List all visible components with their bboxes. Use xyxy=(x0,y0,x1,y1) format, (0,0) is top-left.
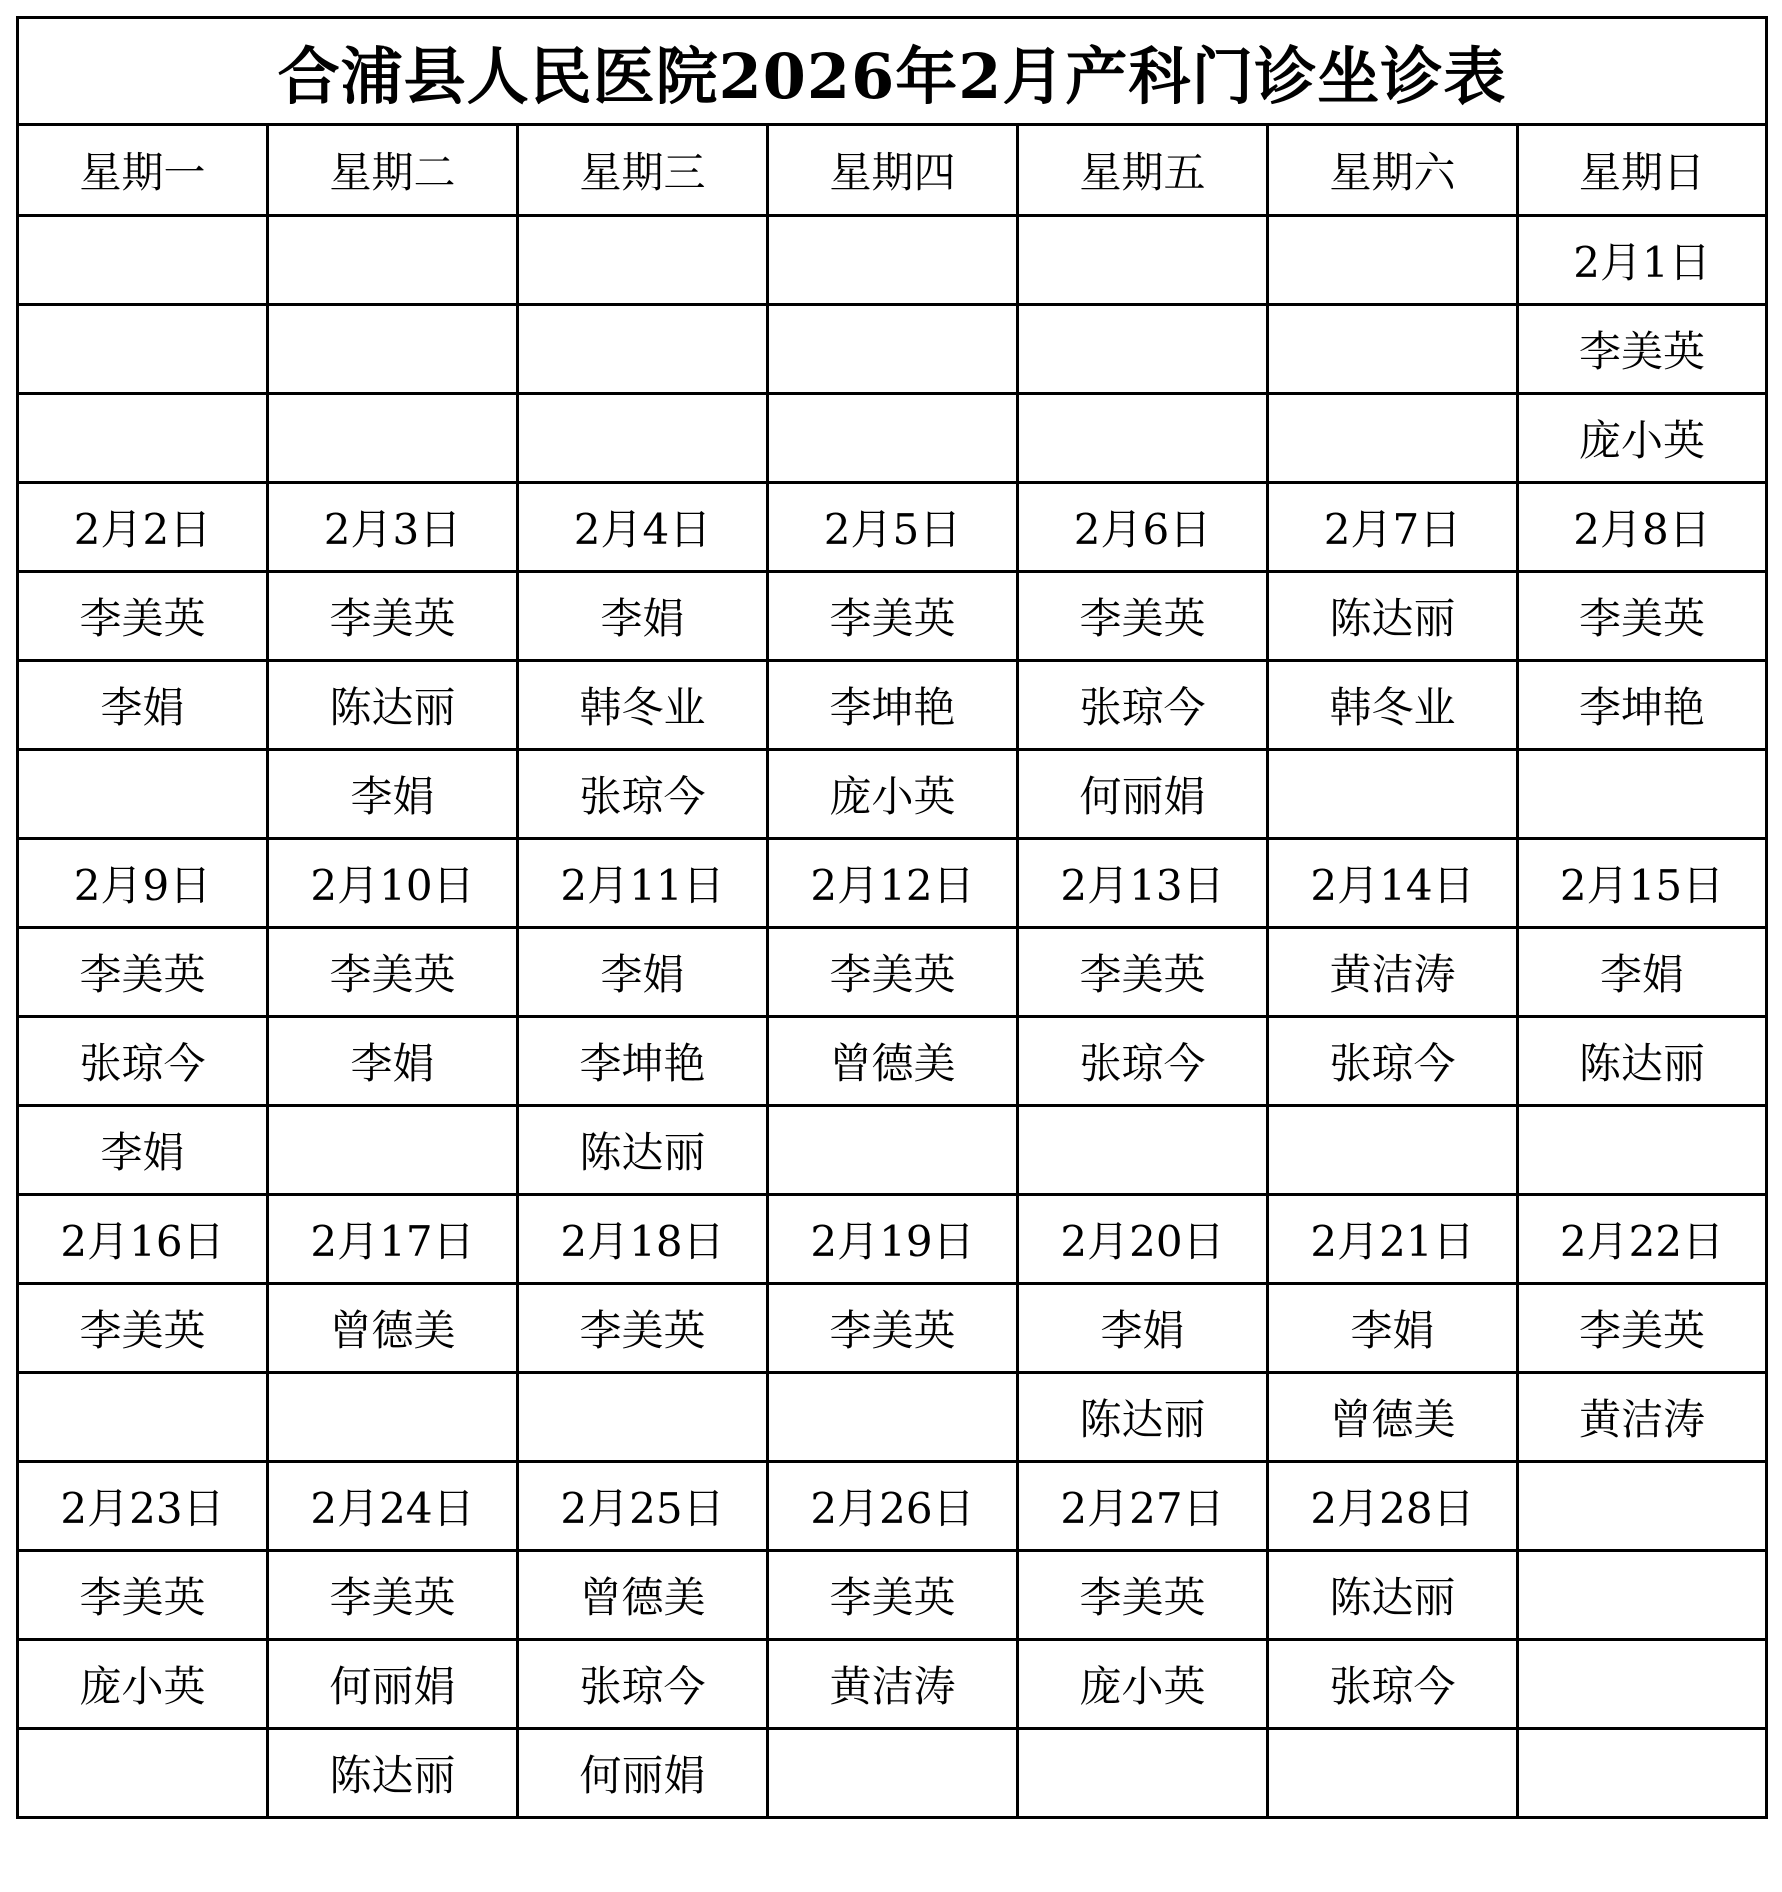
doctor-cell: 李美英 xyxy=(1518,1284,1767,1373)
date-cell: 2月4日 xyxy=(518,483,768,572)
date-row xyxy=(18,1195,1767,1284)
doctor-row xyxy=(18,750,1767,839)
doctor-cell: 陈达丽 xyxy=(268,1729,518,1818)
empty-cell xyxy=(18,216,268,305)
doctor-cell: 李美英 xyxy=(768,572,1018,661)
weekday-header-row xyxy=(18,125,1767,216)
empty-cell xyxy=(518,216,768,305)
doctor-cell: 黄洁涛 xyxy=(1518,1373,1767,1462)
weekday-header: 星期六 xyxy=(1268,125,1518,216)
doctor-cell: 黄洁涛 xyxy=(768,1640,1018,1729)
doctor-cell: 李坤艳 xyxy=(1518,661,1767,750)
doctor-cell: 张琼今 xyxy=(518,1640,768,1729)
empty-cell xyxy=(268,216,518,305)
doctor-cell: 陈达丽 xyxy=(1018,1373,1268,1462)
doctor-cell: 李美英 xyxy=(268,572,518,661)
date-cell: 2月21日 xyxy=(1268,1195,1518,1284)
doctor-cell: 张琼今 xyxy=(518,750,768,839)
empty-cell xyxy=(1268,1106,1518,1195)
doctor-cell: 李美英 xyxy=(18,1284,268,1373)
doctor-cell: 黄洁涛 xyxy=(1268,928,1518,1017)
empty-cell xyxy=(1268,1729,1518,1818)
empty-cell xyxy=(1018,1106,1268,1195)
doctor-cell: 曾德美 xyxy=(518,1551,768,1640)
doctor-cell: 张琼今 xyxy=(1268,1640,1518,1729)
doctor-row xyxy=(18,928,1767,1017)
doctor-cell: 李娟 xyxy=(1018,1284,1268,1373)
date-cell: 2月24日 xyxy=(268,1462,518,1551)
date-cell: 2月28日 xyxy=(1268,1462,1518,1551)
doctor-cell: 庞小英 xyxy=(768,750,1018,839)
empty-cell xyxy=(768,1106,1018,1195)
doctor-cell: 张琼今 xyxy=(18,1017,268,1106)
empty-cell xyxy=(1268,216,1518,305)
doctor-cell: 李美英 xyxy=(1018,572,1268,661)
empty-cell xyxy=(768,394,1018,483)
doctor-cell: 李娟 xyxy=(18,661,268,750)
date-cell: 2月7日 xyxy=(1268,483,1518,572)
doctor-row xyxy=(18,394,1767,483)
doctor-cell: 李美英 xyxy=(18,1551,268,1640)
doctor-row xyxy=(18,305,1767,394)
doctor-row xyxy=(18,1551,1767,1640)
weekday-header: 星期四 xyxy=(768,125,1018,216)
doctor-cell: 何丽娟 xyxy=(518,1729,768,1818)
date-row xyxy=(18,1462,1767,1551)
doctor-cell: 何丽娟 xyxy=(1018,750,1268,839)
schedule-title: 合浦县人民医院2026年2月产科门诊坐诊表 xyxy=(18,18,1767,125)
doctor-cell: 庞小英 xyxy=(1018,1640,1268,1729)
doctor-cell: 陈达丽 xyxy=(1268,572,1518,661)
doctor-cell: 李美英 xyxy=(518,1284,768,1373)
date-cell: 2月17日 xyxy=(268,1195,518,1284)
date-cell: 2月20日 xyxy=(1018,1195,1268,1284)
doctor-row xyxy=(18,572,1767,661)
empty-cell xyxy=(1518,1729,1767,1818)
empty-cell xyxy=(1268,750,1518,839)
empty-cell xyxy=(18,1729,268,1818)
doctor-cell: 李美英 xyxy=(768,1551,1018,1640)
doctor-cell: 曾德美 xyxy=(1268,1373,1518,1462)
date-cell: 2月5日 xyxy=(768,483,1018,572)
weekday-header: 星期五 xyxy=(1018,125,1268,216)
doctor-cell: 李美英 xyxy=(268,928,518,1017)
doctor-cell: 李坤艳 xyxy=(518,1017,768,1106)
empty-cell xyxy=(768,1729,1018,1818)
date-cell: 2月10日 xyxy=(268,839,518,928)
empty-cell xyxy=(18,305,268,394)
doctor-cell: 张琼今 xyxy=(1268,1017,1518,1106)
date-row xyxy=(18,483,1767,572)
empty-cell xyxy=(768,305,1018,394)
date-cell: 2月25日 xyxy=(518,1462,768,1551)
doctor-cell: 陈达丽 xyxy=(1518,1017,1767,1106)
doctor-cell: 韩冬业 xyxy=(518,661,768,750)
doctor-cell: 张琼今 xyxy=(1018,661,1268,750)
empty-cell xyxy=(1518,750,1767,839)
doctor-cell: 张琼今 xyxy=(1018,1017,1268,1106)
empty-cell xyxy=(268,394,518,483)
doctor-row xyxy=(18,1017,1767,1106)
doctor-row xyxy=(18,1373,1767,1462)
date-cell: 2月2日 xyxy=(18,483,268,572)
doctor-cell: 李美英 xyxy=(768,1284,1018,1373)
doctor-cell: 庞小英 xyxy=(1518,394,1767,483)
doctor-cell: 李娟 xyxy=(1518,928,1767,1017)
date-cell: 2月26日 xyxy=(768,1462,1018,1551)
date-cell: 2月6日 xyxy=(1018,483,1268,572)
empty-cell xyxy=(268,1106,518,1195)
weekday-header: 星期三 xyxy=(518,125,768,216)
empty-cell xyxy=(518,1373,768,1462)
empty-cell xyxy=(1518,1551,1767,1640)
doctor-row xyxy=(18,661,1767,750)
empty-cell xyxy=(268,305,518,394)
empty-cell xyxy=(1518,1462,1767,1551)
doctor-row xyxy=(18,1640,1767,1729)
doctor-cell: 李坤艳 xyxy=(768,661,1018,750)
date-cell: 2月22日 xyxy=(1518,1195,1767,1284)
date-cell: 2月27日 xyxy=(1018,1462,1268,1551)
empty-cell xyxy=(18,1373,268,1462)
empty-cell xyxy=(1268,394,1518,483)
date-cell: 2月23日 xyxy=(18,1462,268,1551)
doctor-cell: 李娟 xyxy=(18,1106,268,1195)
empty-cell xyxy=(518,305,768,394)
empty-cell xyxy=(1018,394,1268,483)
weekday-header: 星期二 xyxy=(268,125,518,216)
doctor-row xyxy=(18,1729,1767,1818)
date-cell: 2月16日 xyxy=(18,1195,268,1284)
doctor-cell: 李美英 xyxy=(268,1551,518,1640)
weekday-header: 星期日 xyxy=(1518,125,1767,216)
date-cell: 2月19日 xyxy=(768,1195,1018,1284)
doctor-cell: 李美英 xyxy=(1518,305,1767,394)
date-cell: 2月13日 xyxy=(1018,839,1268,928)
doctor-cell: 何丽娟 xyxy=(268,1640,518,1729)
doctor-cell: 李美英 xyxy=(18,928,268,1017)
doctor-cell: 李娟 xyxy=(268,750,518,839)
date-cell: 2月8日 xyxy=(1518,483,1767,572)
date-row xyxy=(18,839,1767,928)
doctor-cell: 李娟 xyxy=(1268,1284,1518,1373)
date-row xyxy=(18,216,1767,305)
doctor-cell: 李娟 xyxy=(518,928,768,1017)
empty-cell xyxy=(18,394,268,483)
date-cell: 2月14日 xyxy=(1268,839,1518,928)
empty-cell xyxy=(768,1373,1018,1462)
doctor-cell: 李美英 xyxy=(768,928,1018,1017)
empty-cell xyxy=(768,216,1018,305)
doctor-cell: 陈达丽 xyxy=(268,661,518,750)
empty-cell xyxy=(1518,1106,1767,1195)
weekday-header: 星期一 xyxy=(18,125,268,216)
empty-cell xyxy=(518,394,768,483)
date-cell: 2月9日 xyxy=(18,839,268,928)
date-cell: 2月15日 xyxy=(1518,839,1767,928)
date-cell: 2月1日 xyxy=(1518,216,1767,305)
doctor-cell: 曾德美 xyxy=(768,1017,1018,1106)
doctor-cell: 李美英 xyxy=(1518,572,1767,661)
doctor-row xyxy=(18,1106,1767,1195)
date-cell: 2月18日 xyxy=(518,1195,768,1284)
schedule-table xyxy=(16,16,1768,1819)
doctor-row xyxy=(18,1284,1767,1373)
empty-cell xyxy=(18,750,268,839)
doctor-cell: 李美英 xyxy=(1018,1551,1268,1640)
empty-cell xyxy=(1018,1729,1268,1818)
empty-cell xyxy=(268,1373,518,1462)
doctor-cell: 庞小英 xyxy=(18,1640,268,1729)
empty-cell xyxy=(1018,305,1268,394)
date-cell: 2月3日 xyxy=(268,483,518,572)
empty-cell xyxy=(1518,1640,1767,1729)
doctor-cell: 李美英 xyxy=(18,572,268,661)
doctor-cell: 韩冬业 xyxy=(1268,661,1518,750)
date-cell: 2月12日 xyxy=(768,839,1018,928)
doctor-cell: 李娟 xyxy=(518,572,768,661)
doctor-cell: 曾德美 xyxy=(268,1284,518,1373)
doctor-cell: 李美英 xyxy=(1018,928,1268,1017)
empty-cell xyxy=(1018,216,1268,305)
doctor-cell: 陈达丽 xyxy=(1268,1551,1518,1640)
doctor-cell: 李娟 xyxy=(268,1017,518,1106)
date-cell: 2月11日 xyxy=(518,839,768,928)
empty-cell xyxy=(1268,305,1518,394)
doctor-cell: 陈达丽 xyxy=(518,1106,768,1195)
